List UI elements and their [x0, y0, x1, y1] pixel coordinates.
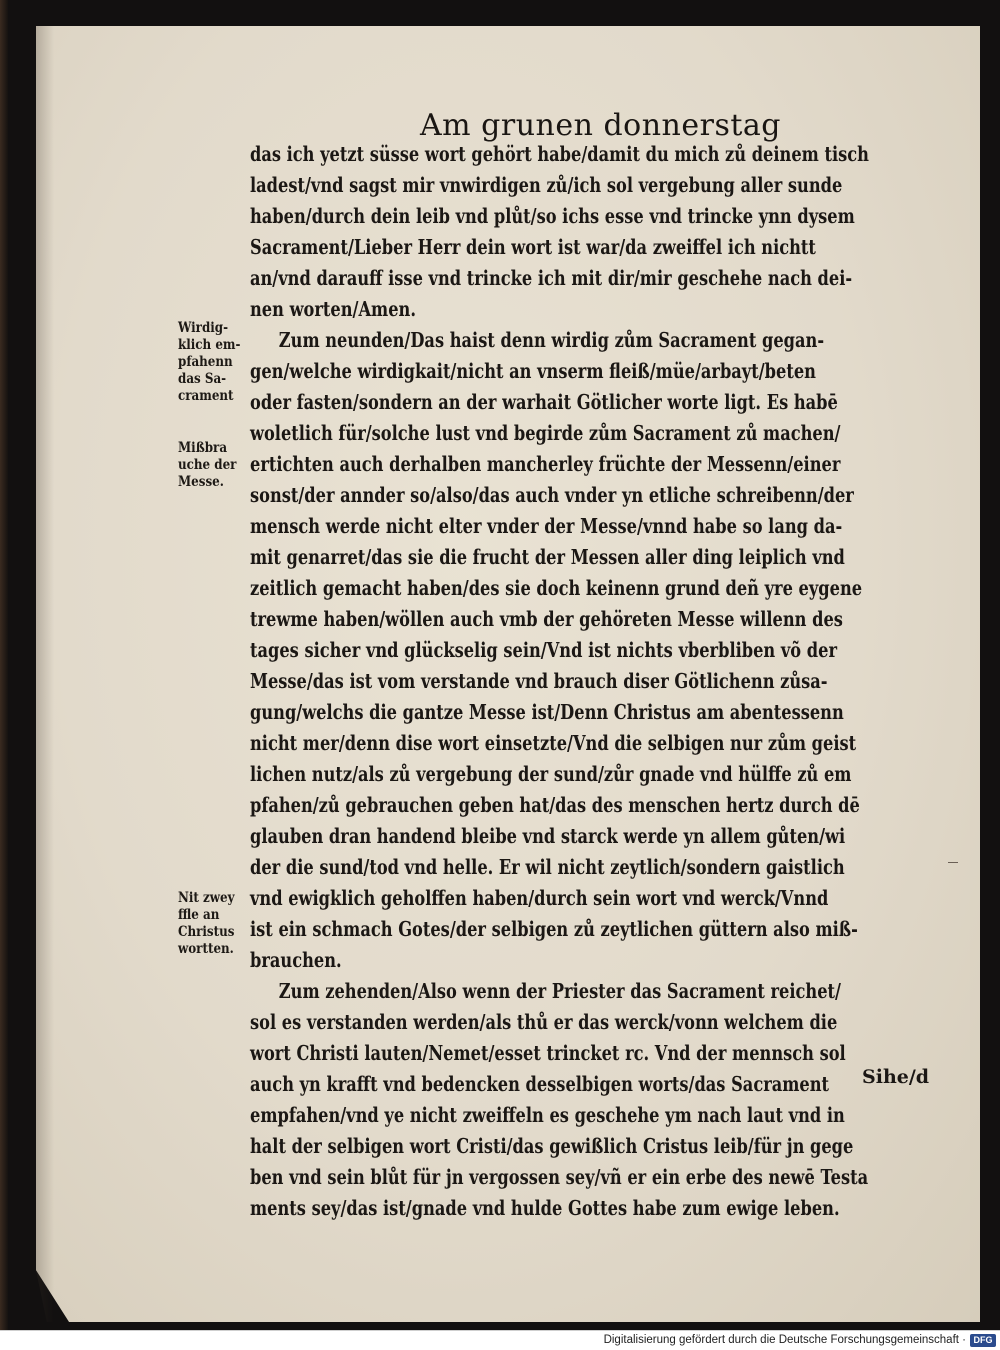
text-line: tages sicher vnd glückselig sein/Vnd ist nichts vberbliben võ der	[250, 638, 837, 662]
text-line: wort Christi lauten/Nemet/esset trincket rc. Vnd der mennsch sol	[250, 1041, 846, 1065]
text-line: empfahen/vnd ye nicht zweiffeln es geschehe ym nach laut vnd in	[250, 1103, 845, 1127]
text-line: brauchen.	[250, 948, 342, 972]
text-line: haben/durch dein leib vnd plůt/so ichs esse vnd trincke ynn dysem	[250, 204, 855, 228]
marginal-note-line: pfahenn	[178, 354, 233, 370]
dfg-logo-icon: DFG	[970, 1334, 996, 1347]
text-line: gung/welchs die gantze Messe ist/Denn Christus am abentessenn	[250, 700, 844, 724]
body-text	[250, 139, 869, 1224]
text-line: Zum neunden/Das haist denn wirdig zům Sacrament gegan-	[278, 328, 825, 352]
text-line: das ich yetzt süsse wort gehört habe/damit du mich zů deinem tisch	[250, 142, 869, 166]
text-line: ertichten auch derhalben mancherley früchte der Messenn/einer	[250, 452, 841, 476]
footer-bar	[0, 1330, 1000, 1350]
marginal-note-line: Mißbra	[178, 440, 228, 456]
marginal-note-line: ffle an	[178, 907, 220, 923]
text-line: ben vnd sein blůt für jn vergossen sey/vñ er ein erbe des newē Testa	[250, 1165, 869, 1189]
marginal-note	[178, 890, 235, 958]
text-line: pfahen/zů gebrauchen geben hat/das des menschen hertz durch dē	[250, 793, 860, 817]
page-shadow	[36, 26, 54, 1322]
text-line: Zum zehenden/Also wenn der Priester das Sacrament reichet/	[278, 979, 841, 1003]
text-line: auch yn krafft vnd bedencken desselbigen worts/das Sacrament	[250, 1072, 830, 1096]
marginal-note-line: crament	[178, 388, 234, 404]
text-line: an/vnd darauff isse vnd trincke ich mit dir/mir geschehe nach dei-	[250, 266, 853, 290]
marginal-note-line: Wirdig-	[178, 320, 229, 336]
text-line: oder fasten/sondern an der warhait Götlicher worte ligt. Es habē	[250, 390, 838, 414]
marginal-note-line: wortten.	[178, 941, 234, 957]
text-line: nicht mer/denn dise wort einsetzte/Vnd die selbigen nur zům geist	[250, 731, 857, 755]
text-line: vnd ewigklich geholffen haben/durch sein wort vnd werck/Vnnd	[250, 886, 829, 910]
margin-tick	[948, 862, 958, 863]
binding-edge	[0, 0, 8, 1330]
marginal-note	[178, 440, 236, 491]
text-line: nen worten/Amen.	[250, 297, 416, 321]
marginal-note-line: Nit zwey	[178, 890, 235, 906]
marginal-note-line: uche der	[178, 457, 237, 473]
marginal-note-line: Christus	[178, 924, 235, 940]
text-line: mensch werde nicht elter vnder der Messe/vnnd habe so lang da-	[250, 514, 843, 538]
text-line: glauben dran handend bleibe vnd starck werde yn allem gůten/wi	[250, 824, 846, 848]
text-line: Messe/das ist vom verstande vnd brauch diser Götlichenn zůsa-	[250, 669, 828, 693]
text-line: halt der selbigen wort Cristi/das gewißlich Cristus leib/für jn gege	[250, 1134, 854, 1158]
text-line: sol es verstanden werden/als thů er das werck/vonn welchem die	[250, 1010, 838, 1034]
marginal-note	[178, 320, 240, 405]
text-line: woletlich für/solche lust vnd begirde zům Sacrament zů machen/	[250, 421, 841, 445]
text-line: ladest/vnd sagst mir vnwirdigen zů/ich sol vergebung aller sunde	[250, 173, 843, 197]
text-line: sonst/der annder so/also/das auch vnder yn etliche schreibenn/der	[250, 483, 854, 507]
text-line: mit genarret/das sie die frucht der Messen aller ding leiplich vnd	[250, 545, 845, 569]
text-line: ments sey/das ist/gnade vnd hulde Gottes habe zum ewige leben.	[250, 1196, 840, 1220]
text-line: lichen nutz/als zů vergebung der sund/zůr gnade vnd hülffe zů em	[250, 762, 852, 786]
text-line: der die sund/tod vnd helle. Er wil nicht zeytlich/sondern gaistlich	[250, 855, 845, 879]
marginal-note-line: Messe.	[178, 474, 224, 490]
text-line: Sacrament/Lieber Herr dein wort ist war/da zweiffel ich nichtt	[250, 235, 816, 259]
text-line: ist ein schmach Gotes/der selbigen zů zeytlichen güttern also miß-	[250, 917, 858, 941]
running-head: Am grunen donnerstag	[420, 108, 781, 143]
text-line: zeitlich gemacht haben/des sie doch keinenn grund deñ yre eygene	[250, 576, 863, 600]
footer-credit: Digitalisierung gefördert durch die Deutsche Forschungsgemeinschaft ·	[603, 1334, 966, 1346]
marginal-note-line: das Sa-	[178, 371, 227, 387]
catchword: Sihe/d	[862, 1066, 930, 1088]
marginal-note-line: klich em-	[178, 337, 241, 353]
text-line: gen/welche wirdigkait/nicht an vnserm fleiß/müe/arbayt/beten	[250, 359, 816, 383]
text-line: trewme haben/wöllen auch vmb der gehöreten Messe willenn des	[250, 607, 843, 631]
